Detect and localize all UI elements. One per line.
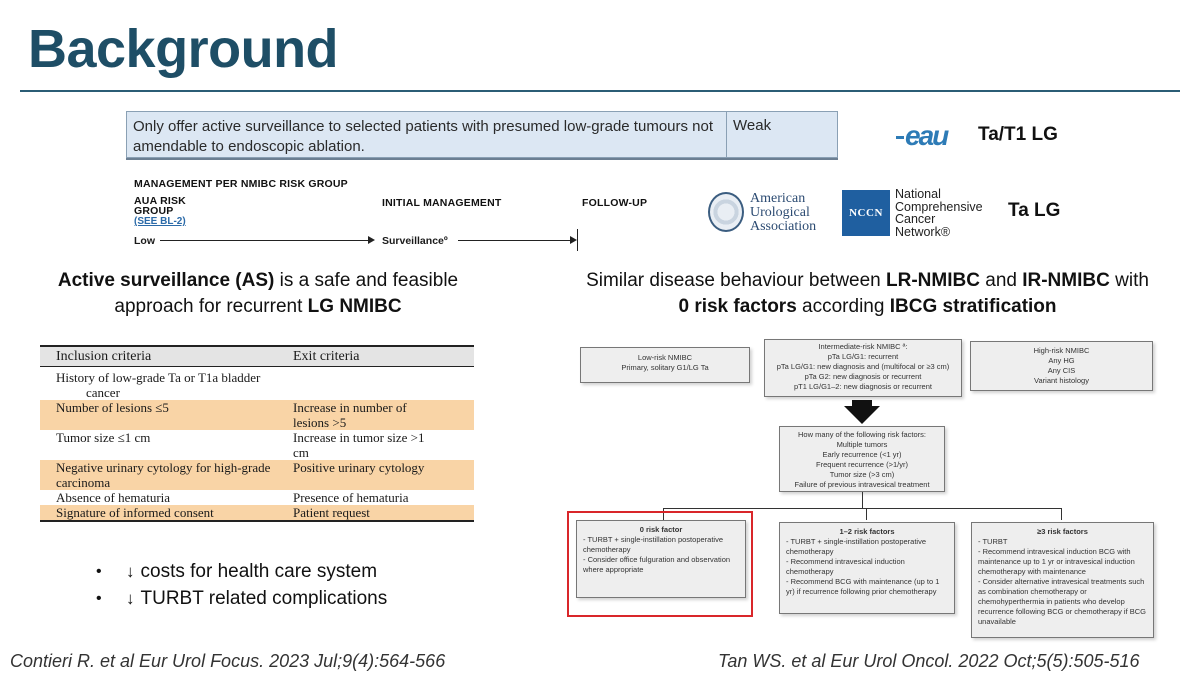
table-row: History of low-grade Ta or T1a bladder cancer <box>56 370 261 400</box>
aua-management-heading: MANAGEMENT PER NMIBC RISK GROUP <box>134 178 348 190</box>
table-row: Signature of informed consent Patient request <box>40 505 474 522</box>
flowchart-intermediate-risk-box: Intermediate-risk NMIBC ª: pTa LG/G1: recurrent pTa LG/G1: new diagnosis and (multifocal or ≥3 cm) pTa G2: new diagnosis or recurrent pT1 LG/G1–2: new diagnosis or recurrent <box>764 339 962 397</box>
flowchart-zero-risk-box: 0 risk factor - TURBT + single-instillation postoperative chemotherapy - Consider office fulguration and observation where appropriate <box>576 520 746 598</box>
table-row: Number of lesions ≤5 Increase in number of lesions >5 <box>40 400 474 430</box>
bullet-icon: • <box>96 590 102 607</box>
flowchart-connector <box>1061 508 1062 520</box>
aua-follow-up-header: FOLLOW-UP <box>582 197 648 209</box>
flowchart-connector <box>663 508 1061 509</box>
left-subtitle: Active surveillance (AS) is a safe and feasible approach for recurrent LG NMIBC <box>57 270 459 317</box>
criteria-table-header <box>40 345 474 367</box>
aua-org-name: American Urological Association <box>750 191 817 234</box>
benefits-list <box>96 558 387 612</box>
nccn-org-name: National Comprehensive Cancer Network® <box>895 187 983 239</box>
aua-surveillance: Surveillanceº <box>382 235 448 247</box>
nccn-stage-label: Ta LG <box>1008 200 1061 221</box>
aua-seal-logo <box>708 192 744 232</box>
right-subtitle: Similar disease behaviour between LR-NMIBC and IR-NMIBC with 0 risk factors according IBCG stratification <box>586 270 1149 317</box>
table-row: Absence of hematuria Presence of hematuria <box>56 490 409 505</box>
down-arrow-icon: ↓ <box>126 562 135 581</box>
eau-recommendation-table <box>126 111 838 158</box>
page-title: Background <box>28 19 339 79</box>
aua-risk-group-header: AUA RISK GROUP <box>134 195 186 217</box>
flowchart-risk-factor-question-box: How many of the following risk factors: Multiple tumors Early recurrence (<1 yr) Frequent recurrence (>1/yr) Tumor size (>3 cm) Failure of previous intravesical treatment <box>779 426 945 492</box>
arrow-right-icon <box>570 236 577 244</box>
criteria-table <box>40 345 474 522</box>
down-arrow-icon: ↓ <box>126 589 135 608</box>
aua-see-bl2-link[interactable]: (SEE BL-2) <box>134 216 186 227</box>
list-item: • ↓ TURBT related complications <box>96 585 387 612</box>
eau-strength-rating: Weak <box>733 117 772 134</box>
citation-left: Contieri R. et al Eur Urol Focus. 2023 Jul;9(4):564-566 <box>10 651 446 671</box>
table-row: Negative urinary cytology for high-grade carcinoma Positive urinary cytology <box>40 460 474 490</box>
eau-table-rule <box>126 158 838 160</box>
citation-right: Tan WS. et al Eur Urol Oncol. 2022 Oct;5(5):505-516 <box>718 651 1140 671</box>
inclusion-criteria-header: Inclusion criteria <box>56 349 152 364</box>
flowchart-connector <box>866 508 867 520</box>
flowchart-one-two-risk-box: 1–2 risk factors - TURBT + single-instillation postoperative chemotherapy - Recommend intravesical induction chemotherapy - Recommend BCG with maintenance (up to 1 yr) if recurrence following prior chemotherapy <box>779 522 955 614</box>
bullet-icon: • <box>96 563 102 580</box>
aua-flow-end-bar <box>577 229 578 251</box>
table-row: Tumor size ≤1 cm Increase in tumor size >1 cm <box>56 430 425 460</box>
eau-stage-label: Ta/T1 LG <box>978 124 1058 145</box>
list-item: • ↓ costs for health care system <box>96 558 387 585</box>
eau-recommendation-text: Only offer active surveillance to selected patients with presumed low-grade tumours not amendable to endoscopic ablation. <box>127 112 727 157</box>
nccn-logo: NCCN <box>842 190 890 236</box>
arrow-right-icon <box>368 236 375 244</box>
flowchart-three-plus-risk-box: ≥3 risk factors - TURBT - Recommend intravesical induction BCG with maintenance up to 1 yr or intravesical induction chemotherapy with maintenance - Consider alternative intravesical treatments such as combination chemotherapy or chemohyperthermia in patients who develop recurrence following BCG or chemotherapy if BCG unavailable <box>971 522 1154 638</box>
flowchart-connector <box>862 492 863 508</box>
zero-risk-highlight-frame <box>567 511 753 617</box>
title-divider <box>20 90 1180 92</box>
eau-logo: eau <box>896 120 947 152</box>
flowchart-high-risk-box: High-risk NMIBC Any HG Any CIS Variant histology <box>970 341 1153 391</box>
aua-flow-line <box>458 240 572 241</box>
aua-risk-low: Low <box>134 235 155 247</box>
aua-initial-management-header: INITIAL MANAGEMENT <box>382 197 502 209</box>
arrow-down-icon <box>844 406 880 424</box>
aua-flow-line <box>160 240 370 241</box>
exit-criteria-header: Exit criteria <box>293 349 360 364</box>
flowchart-low-risk-box: Low-risk NMIBC Primary, solitary G1/LG Ta <box>580 347 750 383</box>
